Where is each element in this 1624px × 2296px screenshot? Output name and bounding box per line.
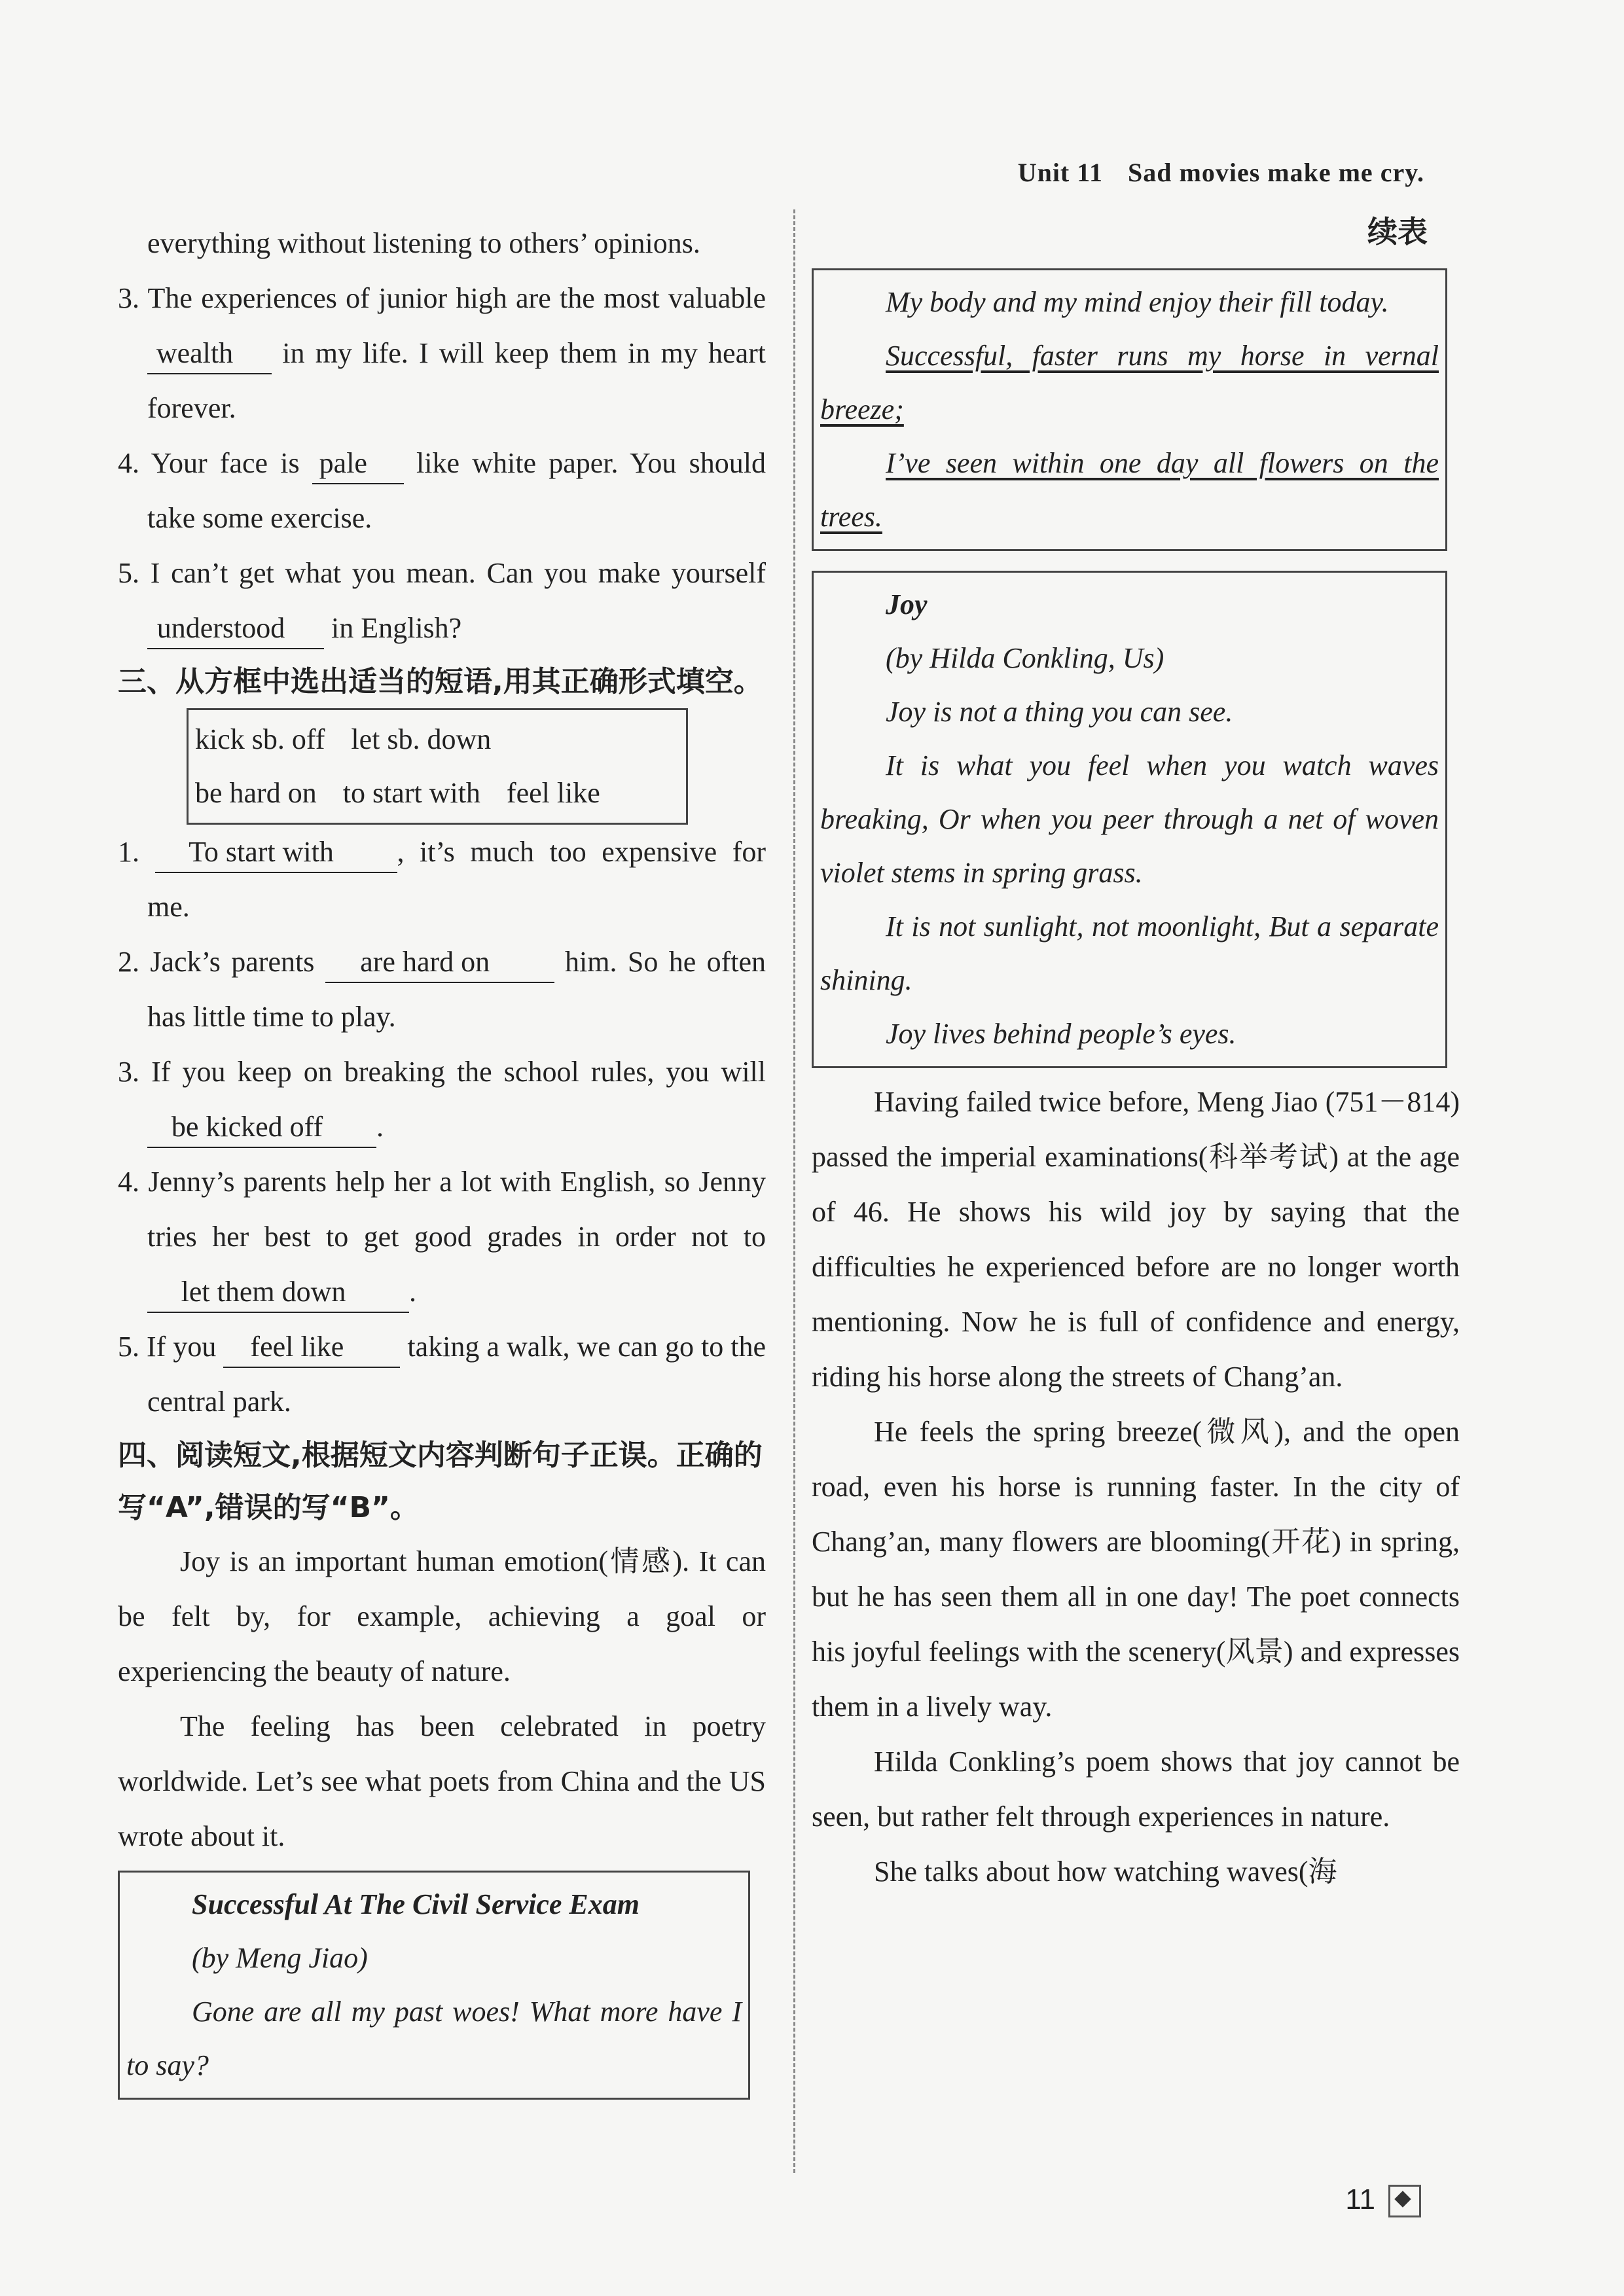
poem-author: (by Hilda Conkling, Us) [886, 642, 1164, 674]
question-5: 5. I can’t get what you mean. Can you make yourself understood in English? [118, 546, 766, 656]
answer-blank: are hard on [325, 942, 554, 983]
paragraph: Hilda Conkling’s poem shows that joy cannot be seen, but rather felt through experiences in nature. [812, 1746, 1460, 1833]
s3-question-3: 3. If you keep on breaking the school rules, you will be kicked off . [118, 1045, 766, 1155]
right-column [812, 268, 1460, 1899]
unit-label: Unit 11 [1017, 158, 1104, 187]
diamond-icon [1388, 2185, 1421, 2217]
poem-line: Joy is not a thing you can see. [886, 696, 1233, 728]
poem-line: Joy lives behind people’s eyes. [886, 1018, 1236, 1050]
paragraph: Having failed twice before, Meng Jiao (751－814) passed the imperial examinations(科举考试) at the age of 46. He shows his wild joy by saying that the difficulties he experienced before are no longer worth mentioning. Now he is full of confidence and energy, riding his horse along the streets of Chang’an. [812, 1086, 1460, 1393]
poem-box-2 [812, 571, 1447, 1068]
poem-author: (by Meng Jiao) [192, 1942, 368, 1974]
poem-box-1-continued [812, 268, 1447, 551]
poem-line: It is what you feel when you watch waves breaking, Or when you peer through a net of woven violet stems in spring grass. [820, 749, 1439, 889]
question-3: 3. The experiences of junior high are the most valuable wealth in my life. I will keep them in my heart forever. [118, 282, 766, 424]
answer-blank: pale [312, 444, 404, 484]
answer-blank: wealth [147, 334, 272, 374]
paragraph: The feeling has been celebrated in poetry worldwide. Let’s see what poets from China and the US wrote about it. [118, 1710, 766, 1852]
poem-box-1 [118, 1871, 750, 2100]
running-header [1018, 157, 1424, 188]
phrase: be hard on [195, 777, 317, 809]
section-4-title: 四、阅读短文,根据短文内容判断句子正误。正确的写“A”,错误的写“B”。 [118, 1439, 763, 1524]
continued-text: everything without listening to others’ opinions. [147, 227, 700, 259]
answer-blank: be kicked off [147, 1107, 376, 1148]
section-3-title: 三、从方框中选出适当的短语,用其正确形式填空。 [118, 665, 763, 698]
s3-question-5: 5. If you feel like taking a walk, we can go to the central park. [118, 1319, 766, 1429]
phrase: feel like [506, 777, 600, 809]
left-column [118, 216, 766, 2100]
paragraph: He feels the spring breeze(微风), and the open road, even his horse is running faster. In the city of Chang’an, many flowers are blooming(开花) in spring, but he has seen them all in one day! The poet connects his joyful feelings with the scenery(风景) and expresses them in a lively way. [812, 1416, 1460, 1723]
phrase: to start with [342, 777, 480, 809]
continued-label: 续表 [1367, 214, 1428, 249]
paragraph: She talks about how watching waves(海 [874, 1856, 1337, 1888]
answer-blank: feel like [223, 1327, 400, 1368]
column-divider [793, 209, 795, 2173]
s3-question-2: 2. Jack’s parents are hard on him. So he often has little time to play. [118, 935, 766, 1045]
paragraph: Joy is an important human emotion(情感). It can be felt by, for example, achieving a goal or experiencing the beauty of nature. [118, 1545, 766, 1687]
poem-line: My body and my mind enjoy their fill today. [886, 286, 1389, 318]
answer-blank: To start with [155, 833, 397, 873]
phrase: kick sb. off [195, 723, 325, 755]
unit-title: Sad movies make me cry. [1128, 158, 1424, 187]
phrase-box [187, 708, 688, 825]
poem-line: Successful, faster runs my horse in vernal breeze; [820, 340, 1439, 425]
poem-line: I’ve seen within one day all flowers on the trees. [820, 447, 1439, 533]
s3-question-4: 4. Jenny’s parents help her a lot with English, so Jenny tries her best to get good grades in order not to let them down . [118, 1155, 766, 1319]
phrase: let sb. down [351, 723, 492, 755]
poem-title: Joy [886, 588, 928, 620]
poem-line: It is not sunlight, not moonlight, But a separate shining. [820, 910, 1439, 996]
question-4: 4. Your face is pale like white paper. You should take some exercise. [118, 436, 766, 546]
answer-blank: understood [147, 609, 324, 649]
poem-line: Gone are all my past woes! What more have I to say? [126, 1996, 742, 2081]
page-number: 11 [1345, 2183, 1421, 2217]
poem-title: Successful At The Civil Service Exam [192, 1888, 640, 1920]
answer-blank: let them down [147, 1272, 409, 1313]
s3-question-1: 1. To start with , it’s much too expensive for me. [118, 825, 766, 935]
